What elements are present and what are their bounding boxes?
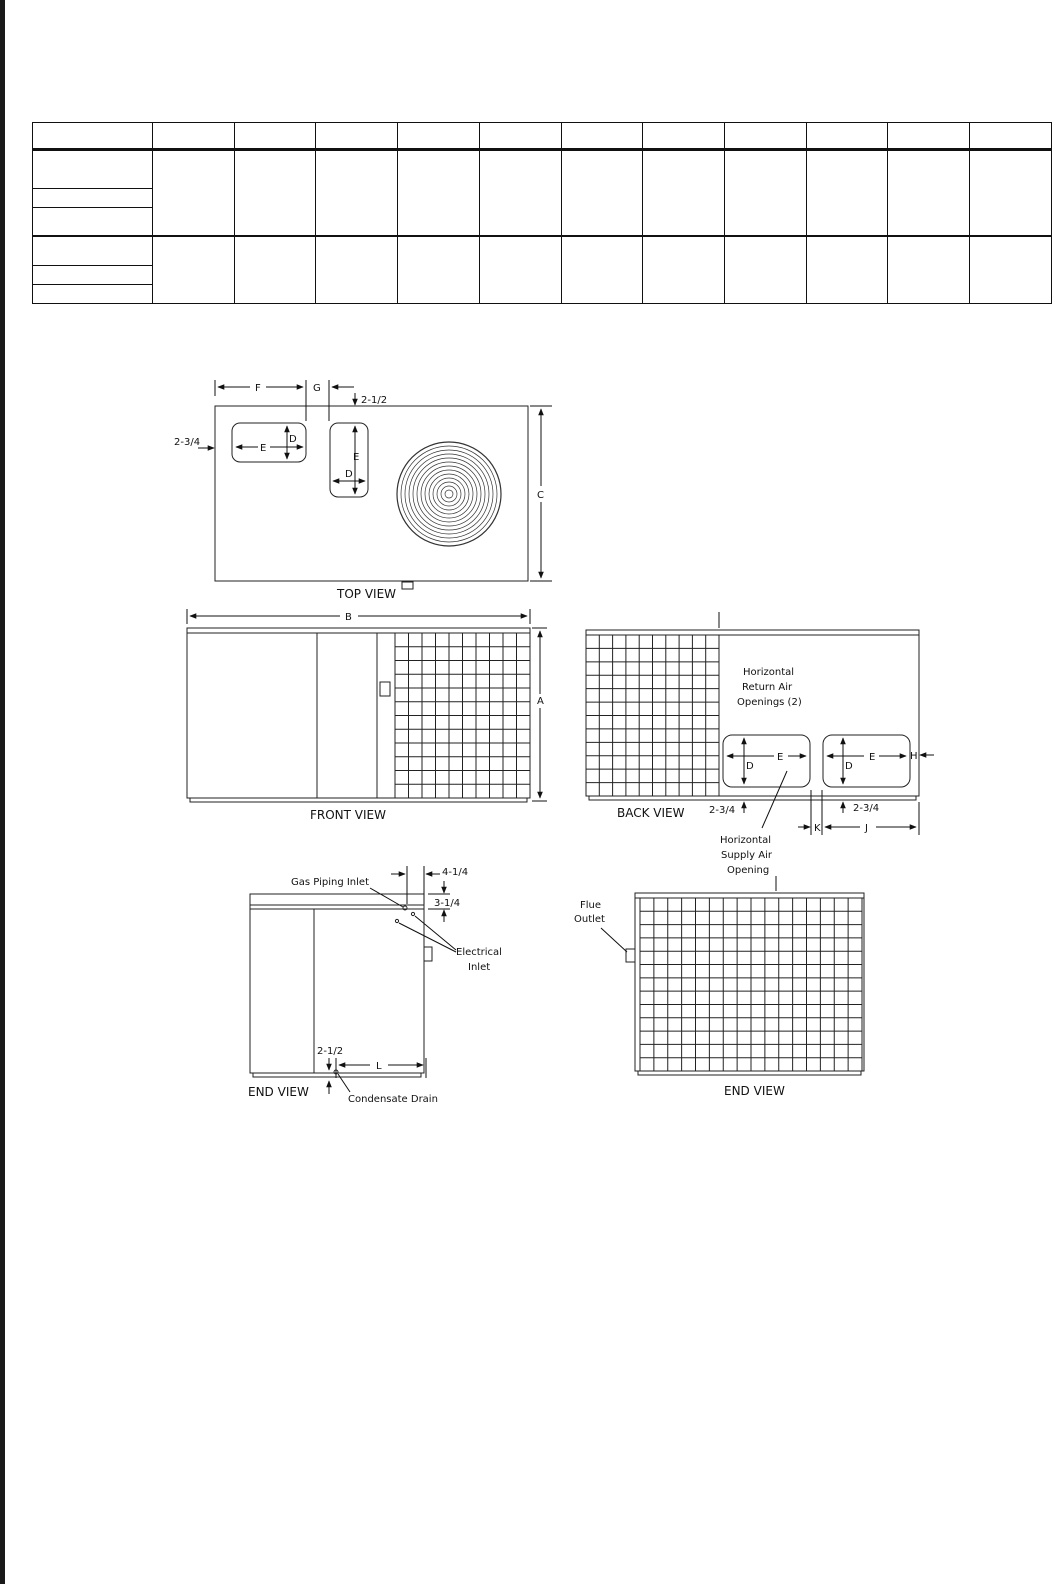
table-cell xyxy=(316,236,398,303)
dim-label-h: H xyxy=(910,751,918,762)
table-row xyxy=(33,236,1052,265)
header-cell xyxy=(398,123,480,150)
dim-label-e: E xyxy=(260,443,267,454)
model-cell xyxy=(33,150,153,189)
header-cell xyxy=(234,123,316,150)
back-view xyxy=(586,612,934,876)
table-cell xyxy=(234,236,316,303)
dim-label-f: F xyxy=(255,383,261,394)
dim-label-d: D xyxy=(746,761,754,772)
flue-label-1: Flue xyxy=(580,900,602,911)
dimensions-table xyxy=(32,122,1052,304)
dim-label-e: E xyxy=(777,752,784,763)
table-cell xyxy=(888,236,970,303)
table-cell xyxy=(561,236,643,303)
gas-inlet-label: Gas Piping Inlet xyxy=(291,877,369,888)
header-cell xyxy=(643,123,725,150)
right-end-view xyxy=(574,876,864,1098)
header-cell xyxy=(725,123,807,150)
electrical-label-2: Inlet xyxy=(468,962,491,973)
table-cell xyxy=(725,236,807,303)
model-cell xyxy=(33,265,153,284)
table-cell xyxy=(970,150,1052,237)
left-end-view xyxy=(248,866,502,1105)
table-cell xyxy=(398,150,480,237)
front-view xyxy=(187,609,547,822)
header-cell xyxy=(888,123,970,150)
table-cell xyxy=(479,236,561,303)
return-air-label-1: Horizontal xyxy=(743,667,795,678)
dim-label-2-3-4: 2-3/4 xyxy=(853,803,880,814)
table-row xyxy=(33,150,1052,189)
top-view-title: TOP VIEW xyxy=(337,587,397,601)
dim-label-2-1-2: 2-1/2 xyxy=(317,1046,344,1057)
dim-label-c: C xyxy=(537,490,544,501)
front-view-title: FRONT VIEW xyxy=(310,808,387,822)
return-air-label-2: Return Air xyxy=(742,682,793,693)
dim-label-g: G xyxy=(313,383,321,394)
model-cell xyxy=(33,188,153,207)
table-cell xyxy=(398,236,480,303)
dim-label-d: D xyxy=(345,469,353,480)
dim-label-b: B xyxy=(345,612,352,623)
header-cell xyxy=(316,123,398,150)
table-cell xyxy=(806,150,888,237)
header-cell xyxy=(806,123,888,150)
dim-label-l: L xyxy=(376,1061,382,1072)
back-opening-1 xyxy=(723,735,810,787)
dim-label-a: A xyxy=(537,696,544,707)
end-coil-grille xyxy=(640,898,862,1071)
dim-label-2-3-4: 2-3/4 xyxy=(174,437,201,448)
table-cell xyxy=(153,236,235,303)
front-handle xyxy=(380,682,390,696)
table-cell xyxy=(643,236,725,303)
left-end-view-title: END VIEW xyxy=(248,1085,309,1099)
table-cell xyxy=(725,150,807,237)
table-header-row xyxy=(33,123,1052,150)
model-cell xyxy=(33,207,153,236)
left-end-box xyxy=(424,947,432,961)
supply-air-label-2: Supply Air xyxy=(721,850,772,861)
flue-label-2: Outlet xyxy=(574,914,605,925)
front-coil-grille xyxy=(395,633,530,798)
table-cell xyxy=(888,150,970,237)
header-cell xyxy=(479,123,561,150)
table-cell xyxy=(153,150,235,237)
table-cell xyxy=(806,236,888,303)
back-view-title: BACK VIEW xyxy=(617,806,685,820)
table-cell xyxy=(561,150,643,237)
back-coil-grille xyxy=(586,635,719,796)
header-cell xyxy=(970,123,1052,150)
table-cell xyxy=(234,150,316,237)
top-view xyxy=(174,380,552,601)
right-end-view-title: END VIEW xyxy=(724,1084,785,1098)
unit-dimension-drawing xyxy=(0,360,1064,1120)
condenser-fan-grille xyxy=(397,442,501,546)
top-view-tab xyxy=(402,582,413,589)
dim-label-j: J xyxy=(865,823,868,834)
condensate-label: Condensate Drain xyxy=(348,1094,438,1105)
dim-label-2-3-4: 2-3/4 xyxy=(709,805,736,816)
header-cell xyxy=(561,123,643,150)
dim-label-k: K xyxy=(814,823,821,834)
model-cell xyxy=(33,236,153,265)
dim-label-d: D xyxy=(289,434,297,445)
front-view-outline xyxy=(187,628,530,798)
table-cell xyxy=(316,150,398,237)
table-cell xyxy=(970,236,1052,303)
table-cell xyxy=(643,150,725,237)
dim-label-d: D xyxy=(845,761,853,772)
header-cell xyxy=(153,123,235,150)
supply-air-label-1: Horizontal xyxy=(720,835,772,846)
dim-label-4-1-4: 4-1/4 xyxy=(442,867,469,878)
dim-label-2-1-2: 2-1/2 xyxy=(361,395,388,406)
top-supply-opening xyxy=(330,423,368,497)
dim-label-3-1-4: 3-1/4 xyxy=(434,898,461,909)
back-opening-2 xyxy=(823,735,910,787)
dim-label-e: E xyxy=(869,752,876,763)
supply-air-label-3: Opening xyxy=(727,865,770,876)
flue-outlet-box xyxy=(626,949,635,962)
return-air-label-3: Openings (2) xyxy=(737,697,802,708)
electrical-label-1: Electrical xyxy=(456,947,502,958)
header-cell xyxy=(33,123,153,150)
table-cell xyxy=(479,150,561,237)
model-cell xyxy=(33,284,153,303)
dim-label-e: E xyxy=(353,452,360,463)
